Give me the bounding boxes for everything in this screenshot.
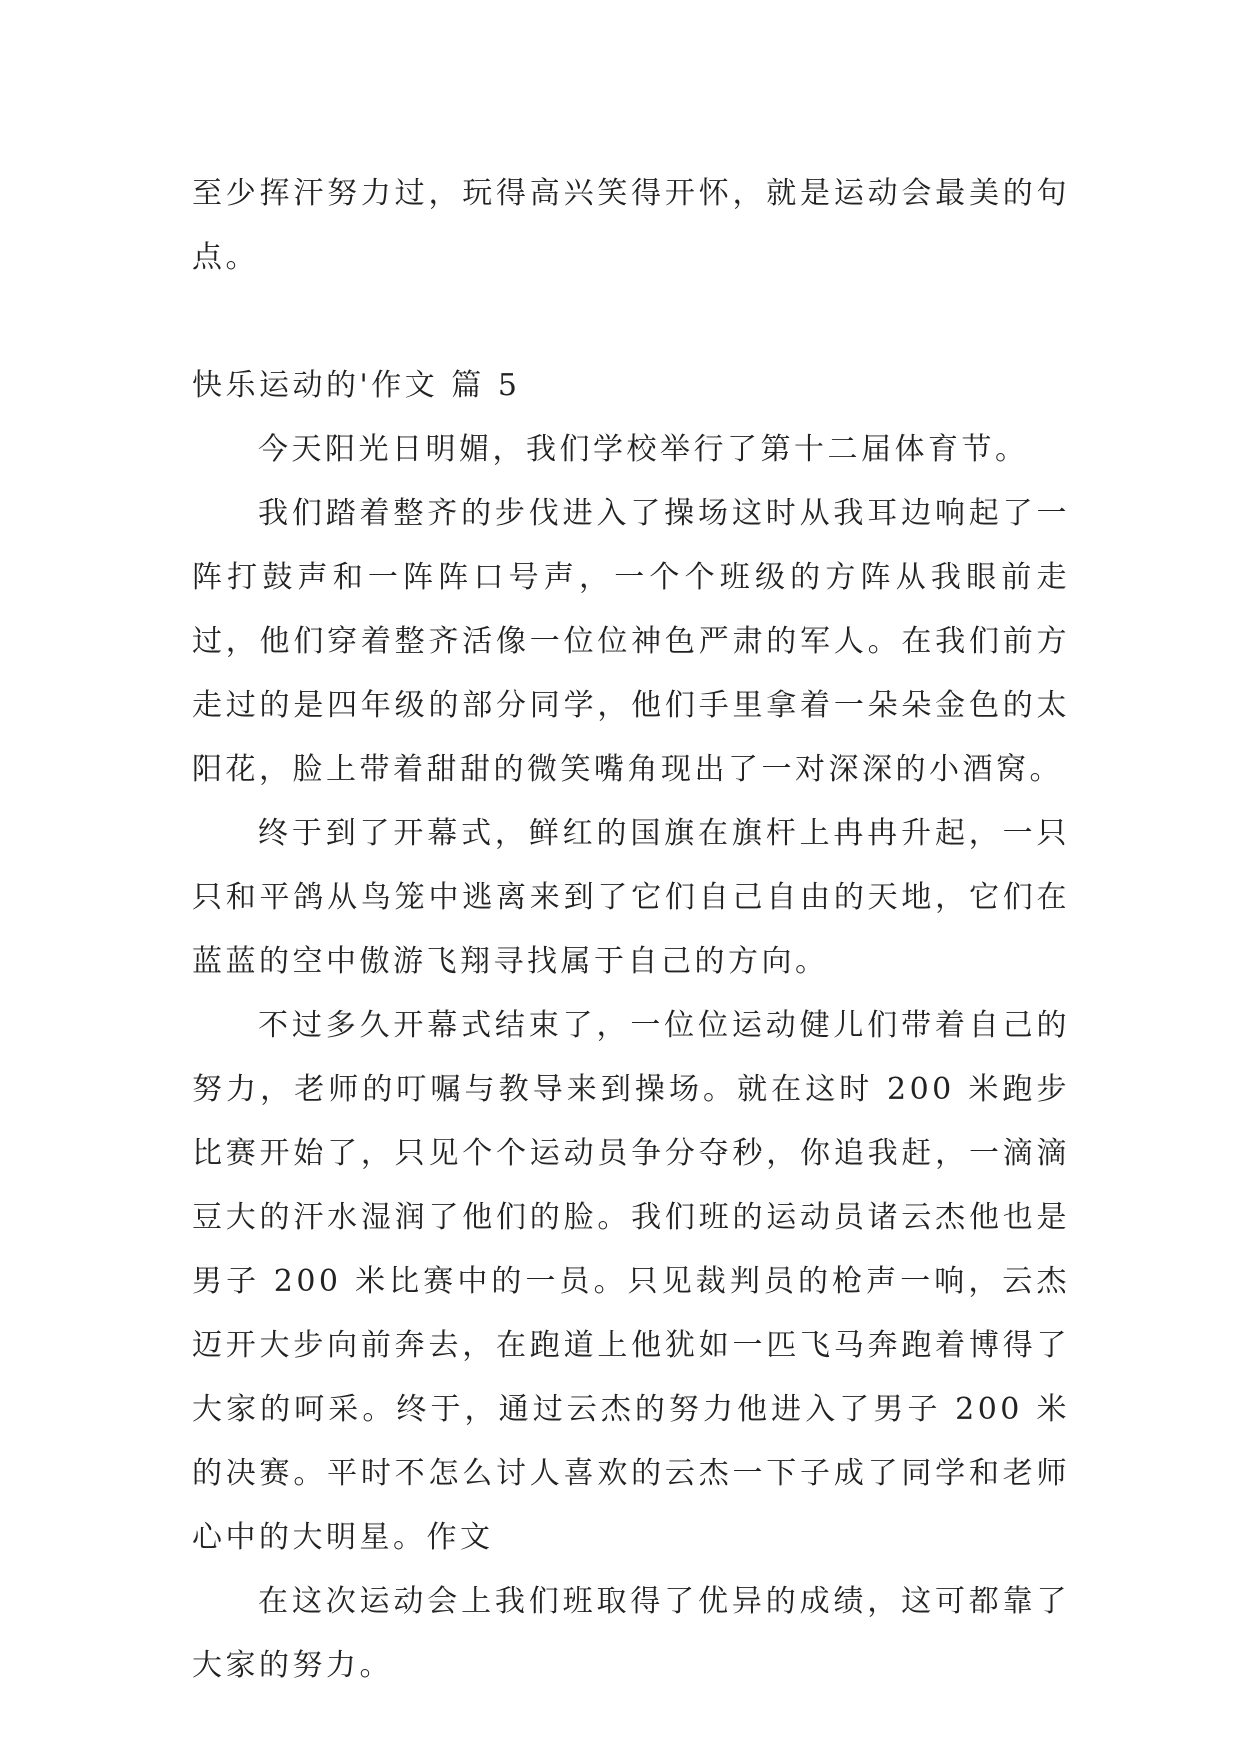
paragraph-1: 今天阳光日明媚，我们学校举行了第十二届体育节。 [258, 432, 1029, 467]
paragraph-3: 终于到了开幕式，鲜红的国旗在旗杆上冉冉升起，一只只和平鸽从鸟笼中逃离来到了它们自己自由的天地，它们在蓝蓝的空中傲游飞翔寻找属于自己的方向。 [192, 816, 1070, 979]
closing-paragraph-previous: 至少挥汗努力过，玩得高兴笑得开怀，就是运动会最美的句点。 [192, 176, 1070, 275]
section-title: 快乐运动的'作文 篇 5 [192, 368, 521, 403]
paragraph-2: 我们踏着整齐的步伐进入了操场这时从我耳边响起了一阵打鼓声和一阵阵口号声，一个个班级的方阵从我眼前走过，他们穿着整齐活像一位位神色严肃的军人。在我们前方走过的是四年级的部分同学，他们手里拿着一朵朵金色的太阳花，脸上带着甜甜的微笑嘴角现出了一对深深的小酒窝。 [192, 496, 1070, 787]
paragraph-5: 在这次运动会上我们班取得了优异的成绩，这可都靠了大家的努力。 [192, 1584, 1070, 1683]
document-body [192, 162, 1070, 1698]
paragraph-4: 不过多久开幕式结束了，一位位运动健儿们带着自己的努力，老师的叮嘱与教导来到操场。就在这时 200 米跑步比赛开始了，只见个个运动员争分夺秒，你追我赶，一滴滴豆大的汗水湿润了他们的脸。我们班的运动员诸云杰他也是男子 200 米比赛中的一员。只见裁判员的枪声一响，云杰迈开大步向前奔去，在跑道上他犹如一匹飞马奔跑着博得了大家的呵采。终于，通过云杰的努力他进入了男子 200 米的决赛。平时不怎么讨人喜欢的云杰一下子成了同学和老师心中的大明星。作文 [192, 1008, 1070, 1555]
